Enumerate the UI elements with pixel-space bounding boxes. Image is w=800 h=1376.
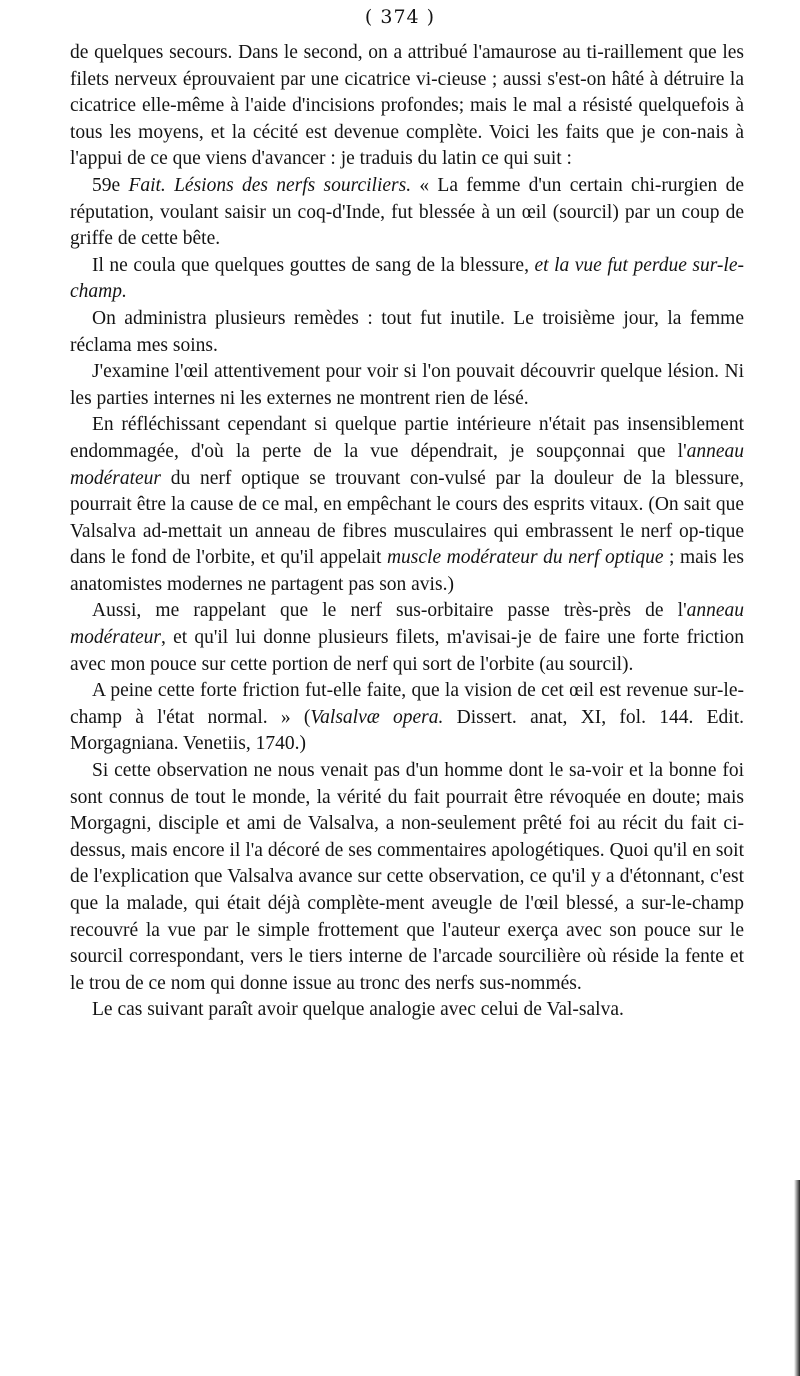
text-run: On administra plusieurs remèdes : tout fut inutile. Le troisième jour, la femme réclama mes soins. [70, 307, 744, 356]
text-run: du nerf optique se trouvant con-vulsé par la douleur de la blessure, pourrait être la cause de ce mal, en empêchant le cours des esprits vitaux. (On sait que Valsalva ad-mettait un anneau de fibres musculaires qui embrassent le nerf op-tique dans le fond de l'orbite, et qu'il appelait [70, 467, 744, 569]
italic-text: muscle modérateur du nerf optique [386, 547, 664, 569]
paragraph [70, 253, 744, 306]
body-text [70, 40, 744, 1024]
text-run: « La femme d'un certain chi-rurgien de réputation, voulant saisir un coq-d'Inde, fut blessée à un œil (sourcil) par un coup de griffe de cette bête. [70, 174, 744, 250]
text-run: Si cette observation ne nous venait pas d'un homme dont le sa-voir et la bonne foi sont connus de tout le monde, la vérité du fait pourrait être révoquée en doute; mais Morgagni, disciple et ami de Valsalva, a non-seulement prêté foi au récit du fait ci-dessus, mais encore il l'a décoré de ses commentaires apologétiques. Quoi qu'il en soit de l'explication que Valsalva avance sur cette observation, ce qu'il y a d'étonnant, c'est que la malade, qui était déjà complète-ment aveugle de l'œil blessé, a sur-le-champ recouvré la vue par le simple frottement que l'auteur exerça avec son pouce sur le sourcil correspondant, vers le tiers interne de l'arcade sourcilière où réside la fente et le trou de ce nom qui donne issue au tronc des nerfs sus-nommés. [70, 760, 744, 994]
italic-text: anneau modérateur [70, 600, 744, 649]
text-run: Il ne coula que quelques gouttes de sang de la blessure, [92, 254, 535, 276]
paragraph [70, 997, 744, 1024]
text-run: J'examine l'œil attentivement pour voir si l'on pouvait découvrir quelque lésion. Ni les parties internes ni les externes ne montrent rien de lésé. [70, 361, 744, 409]
text-run: En réfléchissant cependant si quelque partie intérieure n'était pas insensiblement endommagée, d'où la perte de la vue dépendrait, je soupçonnai que l' [70, 414, 744, 462]
italic-text: et la vue fut perdue sur-le-champ. [70, 254, 744, 303]
text-run: A peine cette forte friction fut-elle faite, que la vision de cet œil est revenue sur-le-champ à l'état normal. » ( [70, 680, 744, 728]
text-run: Dissert. anat, XI, fol. 144. Edit. Morgagniana. Venetiis, 1740.) [70, 706, 744, 755]
paragraph [70, 40, 744, 173]
paragraph [70, 598, 744, 678]
paragraph [70, 359, 744, 412]
paragraph [70, 173, 744, 253]
text-run: 59e [92, 174, 129, 196]
text-run: ; mais les anatomistes modernes ne partagent pas son avis.) [70, 547, 744, 595]
text-run: de quelques secours. Dans le second, on a attribué l'amaurose au ti-raillement que les filets nerveux éprouvaient par une cicatrice vi-cieuse ; aussi s'est-on hâté à détruire la cicatrice elle-même à l'aide d'incisions profondes; mais le mal a résisté quelquefois à tous les moyens, et la cécité est devenue complète. Voici les faits que je con-nais à l'appui de ce que viens d'avancer : je traduis du latin ce qui suit : [70, 42, 744, 170]
italic-text: anneau modérateur [70, 440, 744, 489]
page-number: ( 374 ) [364, 6, 436, 28]
italic-text: Fait. Lésions des nerfs sourciliers. [128, 174, 412, 196]
italic-text: Valsalvæ opera. [310, 706, 444, 728]
text-run: Le cas suivant paraît avoir quelque analogie avec celui de Val-salva. [92, 999, 624, 1021]
paragraph [70, 758, 744, 997]
text-run: , et qu'il lui donne plusieurs filets, m'avisai-je de faire une forte friction avec mon pouce sur cette portion de nerf qui sort de l'orbite (au sourcil). [70, 627, 744, 675]
paragraph [70, 306, 744, 359]
paragraph [70, 678, 744, 758]
text-run: Aussi, me rappelant que le nerf sus-orbitaire passe très-près de l' [92, 600, 687, 622]
paragraph [70, 412, 744, 598]
page-edge-shadow [794, 1180, 800, 1376]
